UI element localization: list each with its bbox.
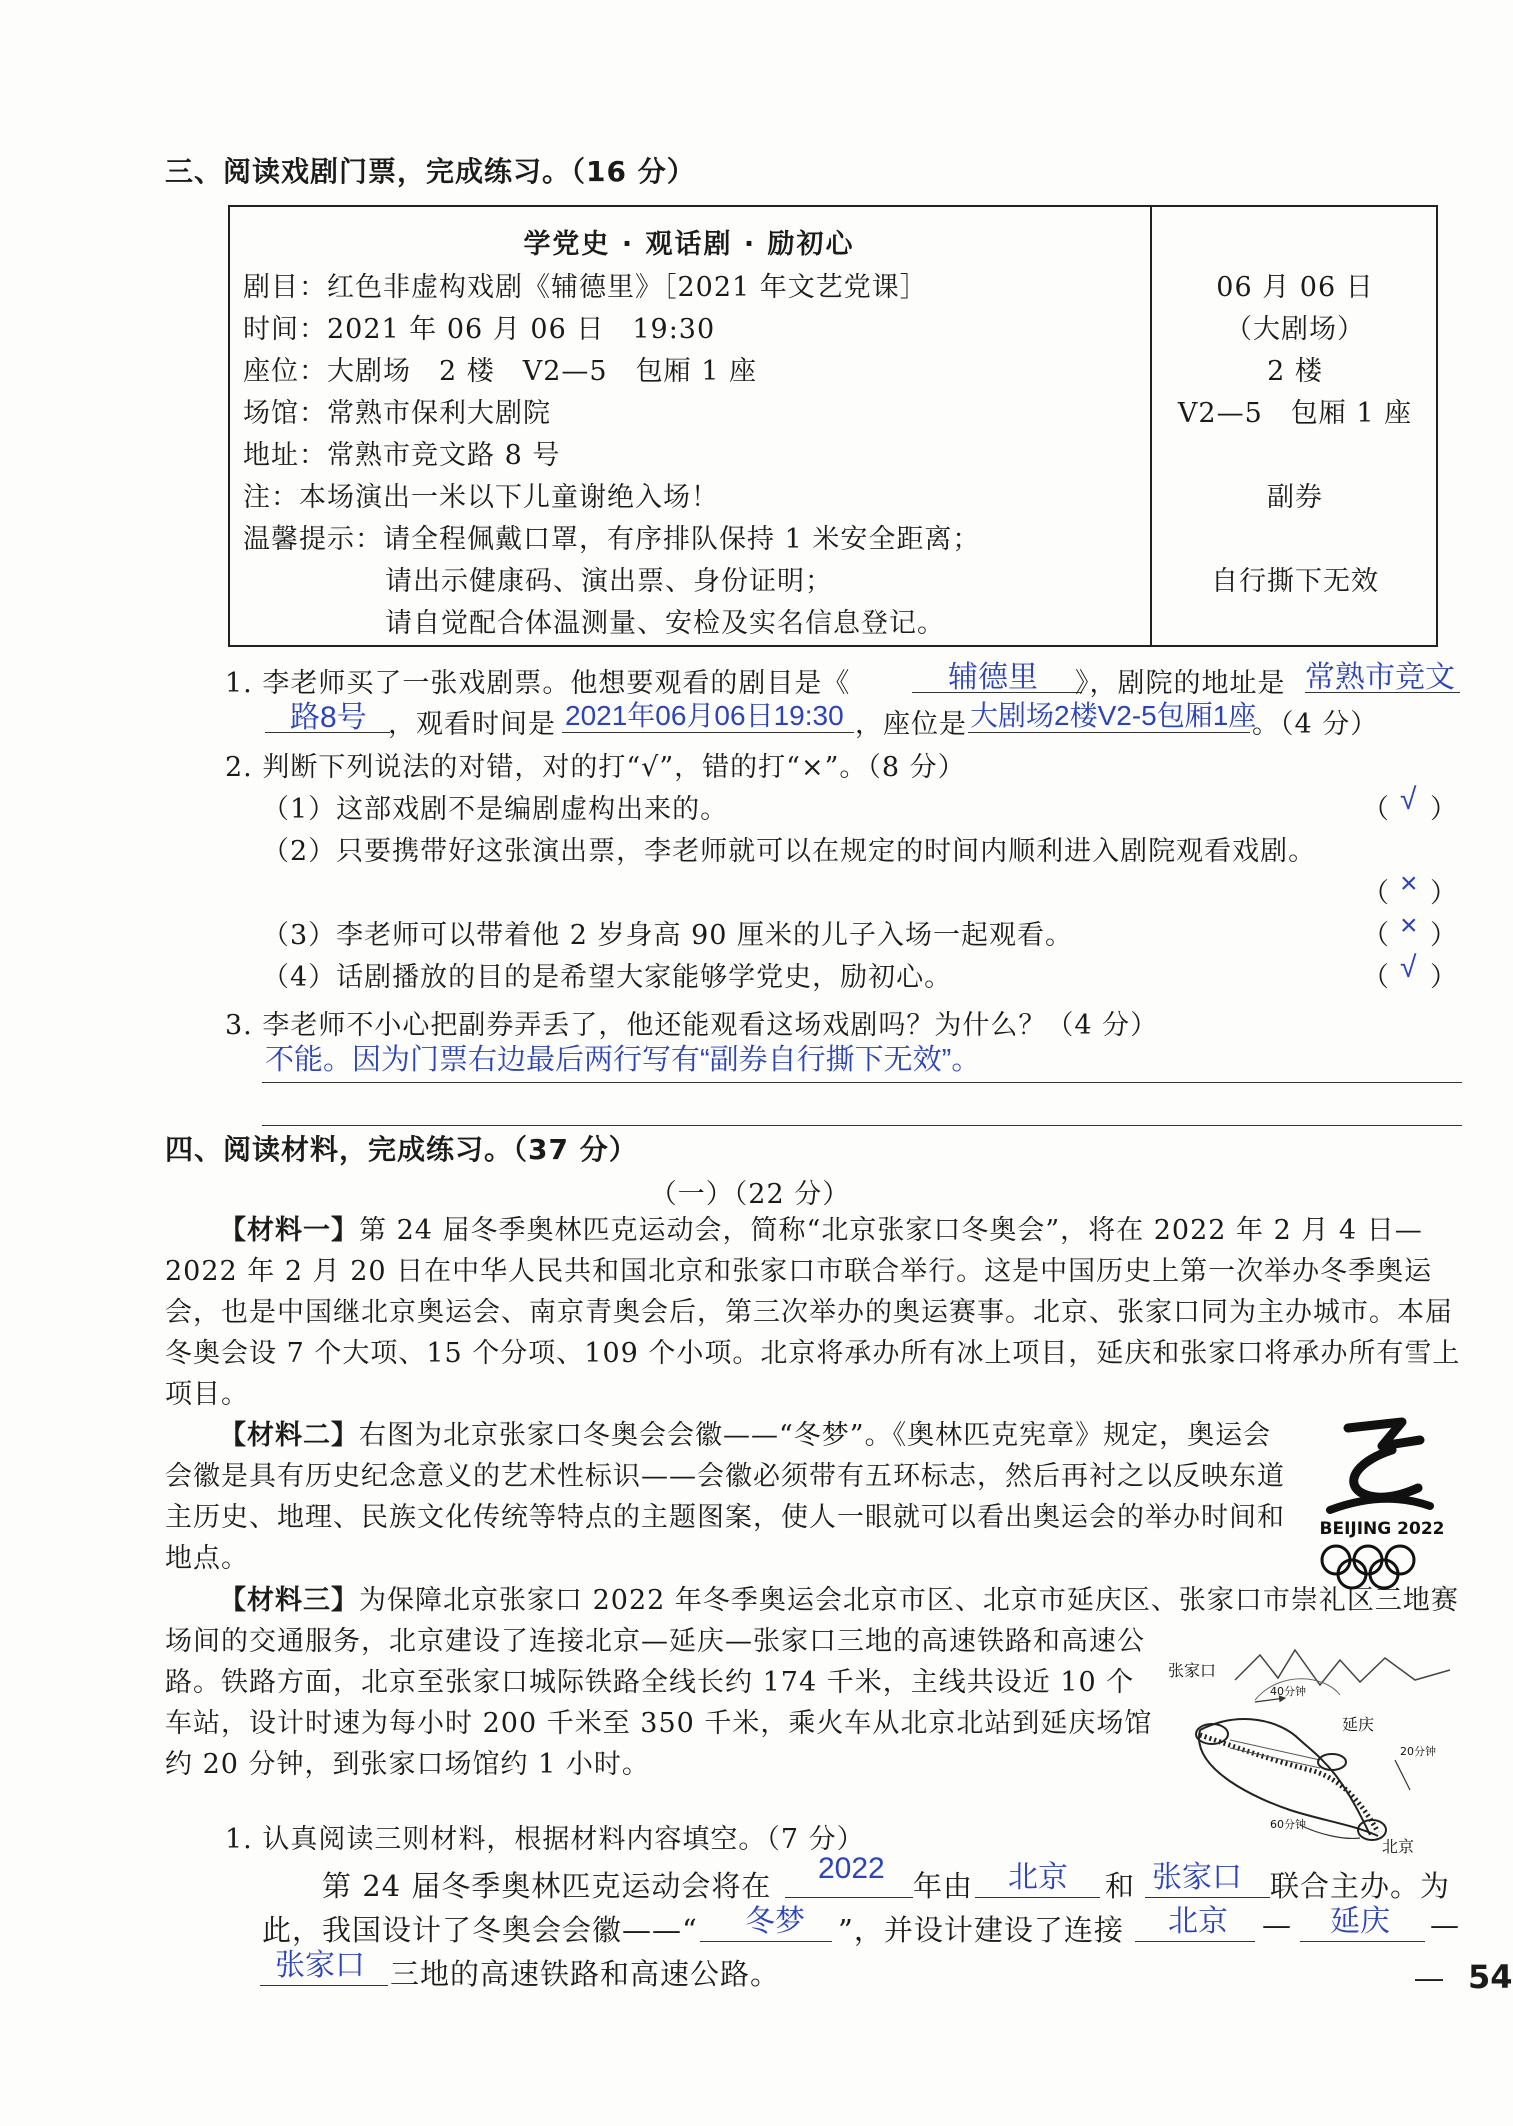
map-label-20min: 20分钟 — [1400, 1745, 1436, 1758]
paren-right: ） — [1430, 878, 1458, 909]
map-label-60min: 60分钟 — [1270, 1818, 1306, 1831]
material-2-label: 【材料二】 — [219, 1420, 359, 1451]
s4-q1-s5: 此，我国设计了冬奥会会徽——“ — [262, 1913, 698, 1947]
paren-right: ） — [1430, 794, 1458, 825]
s4-q1-stem: 1. 认真阅读三则材料，根据材料内容填空。（7 分） — [225, 1824, 865, 1855]
material-1-text: 第 24 届冬季奥林匹克运动会，简称“北京张家口冬奥会”，将在 2022 年 2 月 4 日—2022 年 2 月 20 日在中华人民共和国北京和张家口市联合举行。这是中国历史上第一次举办冬季奥运会，也是中国继北京奥运会、南京青奥会后，第三次举办的奥运赛事。北京、张家口同为主办城市。本届冬奥会设 7 个大项、15 个分项、109 个小项。北京将承办所有冰上项目，延庆和张家口将承办所有雪上项目。 — [165, 1215, 1461, 1410]
s3-q2-item4: （4）话剧播放的目的是希望大家能够学党史，励初心。 — [262, 962, 953, 993]
mountain-sketch — [1235, 1650, 1450, 1685]
dongmeng-emblem-icon — [1300, 1410, 1465, 1590]
map-label-40min: 40分钟 — [1270, 1685, 1306, 1698]
answer-judge-3: × — [1400, 909, 1418, 942]
s3-q1-part5: 。（4 分） — [1252, 709, 1379, 740]
stub-hall: （大剧场） — [1225, 314, 1365, 345]
emblem-caption: BEIJING 2022 — [1319, 1519, 1445, 1539]
page-dash: — — [1415, 1962, 1443, 1993]
blank-c2 — [1300, 1941, 1425, 1942]
stub-warning: 自行撕下无效 — [1211, 566, 1379, 597]
yanqing-node — [1318, 1754, 1346, 1770]
blank-c3 — [260, 1985, 388, 1986]
ticket-line-venue: 场馆：常熟市保利大剧院 — [243, 398, 551, 429]
answer-judge-2: × — [1400, 867, 1418, 900]
ticket-line-tip1: 温馨提示：请全程佩戴口罩，有序排队保持 1 米安全距离； — [243, 524, 981, 555]
ticket-line-address: 地址：常熟市竞文路 8 号 — [243, 440, 561, 471]
answer-judge-4: √ — [1400, 951, 1417, 984]
answer-q3: 不能。因为门票右边最后两行写有“副券自行撕下无效”。 — [265, 1044, 981, 1076]
map-label-beijing: 北京 — [1382, 1837, 1415, 1856]
blank-city1 — [975, 1897, 1100, 1898]
s4-q1-s1: 第 24 届冬季奥林匹克运动会将在 — [322, 1869, 772, 1903]
s3-q2-stem: 2. 判断下列说法的对错，对的打“√”，错的打“×”。（8 分） — [225, 752, 966, 783]
s4-q1-s7: 三地的高速铁路和高速公路。 — [390, 1957, 781, 1991]
paren-left: （ — [1362, 794, 1390, 825]
map-label-zhangjiakou: 张家口 — [1168, 1661, 1217, 1680]
s3-q1-part2: 》，剧院的地址是 — [1075, 668, 1286, 699]
map-label-yanqing: 延庆 — [1342, 1715, 1375, 1734]
ticket-line-tip3: 请自觉配合体温测量、安检及实名信息登记。 — [385, 608, 945, 639]
stub-seat: V2—5 包厢 1 座 — [1177, 398, 1413, 429]
ticket-title: 学党史 · 观话剧 · 励初心 — [523, 229, 855, 260]
ticket-line-note: 注：本场演出一米以下儿童谢绝入场！ — [243, 482, 719, 513]
beijing-2022-emblem — [1300, 1410, 1465, 1590]
blank-c1 — [1135, 1941, 1255, 1942]
s4-q1-s4: 联合主办。为 — [1270, 1869, 1451, 1903]
answer-c1: 北京 — [1168, 1905, 1228, 1938]
section3-heading: 三、阅读戏剧门票，完成练习。（16 分） — [165, 155, 696, 188]
rail-route-map — [1160, 1640, 1460, 1855]
dash-2: — — [1430, 1908, 1460, 1942]
answer-line-2 — [262, 1125, 1462, 1126]
answer-judge-1: √ — [1400, 783, 1417, 816]
section4-subheading: （一）（22 分） — [649, 1179, 851, 1210]
paren-left: （ — [1362, 962, 1390, 993]
answer-address-1: 常熟市竞文 — [1305, 661, 1455, 694]
s3-q1-part1: 1. 李老师买了一张戏剧票。他想要观看的剧目是《 — [225, 668, 851, 699]
ticket-line-play: 剧目：红色非虚构戏剧《辅德里》［2021 年文艺党课］ — [243, 272, 928, 303]
material-2-text: 右图为北京张家口冬奥会会徽——“冬梦”。《奥林匹克宪章》规定，奥运会会徽是具有历史纪念意义的艺术性标识——会徽必须带有五环标志，然后再衬之以反映东道主历史、地理、民族文化传统等特点的主题图案，使人一眼就可以看出奥运会的举办时间和地点。 — [165, 1420, 1285, 1574]
answer-seat: 大剧场2楼V2-5包厢1座 — [970, 700, 1257, 731]
s3-q2-item1: （1）这部戏剧不是编剧虚构出来的。 — [262, 794, 729, 825]
dash-1: — — [1262, 1908, 1292, 1942]
answer-time: 2021年06月06日19:30 — [565, 700, 844, 731]
answer-line-1 — [262, 1082, 1462, 1083]
stub-floor: 2 楼 — [1267, 356, 1323, 387]
answer-emblem: 冬梦 — [745, 1905, 805, 1938]
ticket-line-tip2: 请出示健康码、演出票、身份证明； — [385, 566, 833, 597]
material-1 — [165, 1210, 1462, 1415]
answer-address-2: 路8号 — [290, 701, 367, 734]
s3-q3-stem: 3. 李老师不小心把副券弄丢了，他还能观看这场戏剧吗？为什么？（4 分） — [225, 1010, 1159, 1041]
paren-left: （ — [1362, 920, 1390, 951]
s3-q1-part3: ，观看时间是 — [388, 709, 556, 740]
s3-q2-item2: （2）只要携带好这张演出票，李老师就可以在规定的时间内顺利进入剧院观看戏剧。 — [262, 836, 1317, 867]
answer-play: 辅德里 — [948, 661, 1038, 694]
s4-q1-s6: ”，并设计建设了连接 — [838, 1913, 1124, 1947]
section4-heading: 四、阅读材料，完成练习。（37 分） — [165, 1133, 638, 1166]
ticket-line-seat: 座位：大剧场 2 楼 V2—5 包厢 1 座 — [243, 356, 757, 387]
answer-c3: 张家口 — [275, 1949, 365, 1982]
paren-right: ） — [1430, 962, 1458, 993]
answer-city2: 张家口 — [1152, 1861, 1242, 1894]
page-number: 54 — [1468, 1958, 1513, 1996]
blank-emblem — [700, 1941, 832, 1942]
answer-year: 2022 — [818, 1852, 885, 1885]
answer-c2: 延庆 — [1330, 1905, 1390, 1938]
s4-q1-s3: 和 — [1105, 1869, 1136, 1903]
s3-q2-item3: （3）李老师可以带着他 2 岁身高 90 厘米的儿子入场一起观看。 — [262, 920, 1074, 951]
material-3-text: 【材料三】为保障北京张家口 2022 年冬季奥运会北京市区、北京市延庆区、张家口市崇礼区三地赛场间的交通服务，北京建设了连接北京—延庆—张家口三地的高速铁路和高速公路。铁路方面，北京至张家口城际铁路全线长约 174 千米，主线共设近 10 个车站，设计时速为每小时 200 千米至 350 千米，乘火车从北京北站到延庆场馆约 20 分钟，到张家口场馆约 1 小时。 — [165, 1585, 1459, 1780]
ticket-line-time: 时间：2021 年 06 月 06 日 19:30 — [243, 314, 716, 345]
paren-left: （ — [1362, 878, 1390, 909]
s3-q1-part4: ，座位是 — [855, 709, 967, 740]
stub-date: 06 月 06 日 — [1216, 272, 1374, 303]
answer-city1: 北京 — [1008, 1861, 1068, 1894]
material-1-label: 【材料一】 — [219, 1215, 359, 1246]
material-2 — [165, 1415, 1285, 1579]
stub-label: 副券 — [1267, 482, 1323, 513]
material-3-label-inline: 【材料三】 — [219, 1585, 359, 1616]
paren-right: ） — [1430, 920, 1458, 951]
s4-q1-s2: 年由 — [913, 1869, 974, 1903]
